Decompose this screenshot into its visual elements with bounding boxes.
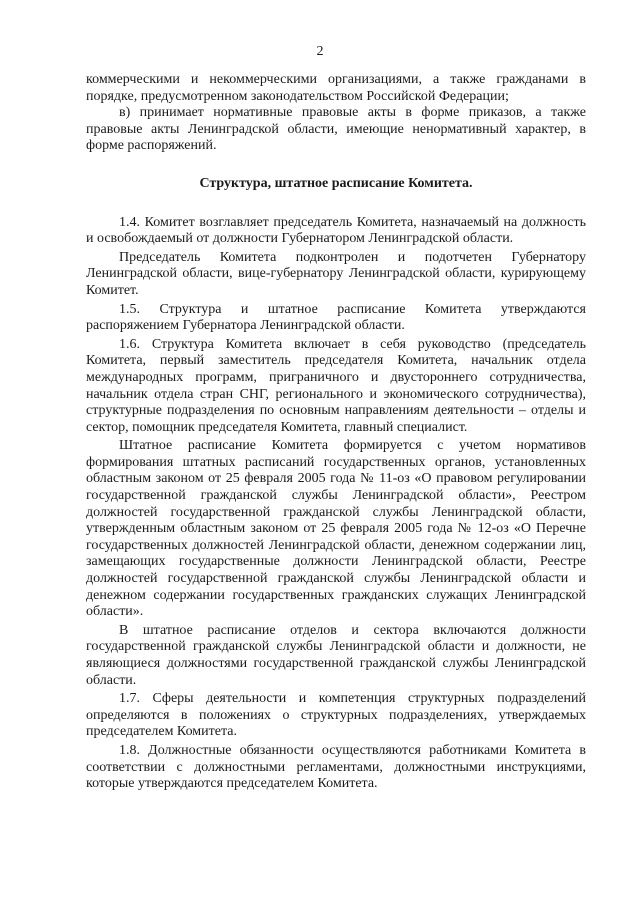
paragraph-1-7: 1.7. Сферы деятельности и компетенция структурных подразделений определяются в положениях о структурных подразделениях, утверждаемых председателем Комитета.	[86, 691, 586, 740]
document-body	[86, 72, 586, 793]
section-heading: Структура, штатное расписание Комитета.	[199, 175, 473, 191]
paragraph-1-6: 1.6. Структура Комитета включает в себя руководство (председатель Комитета, первый заместитель председателя Комитета, начальник отдела международных программ, приграничного и двустороннего сотрудничества, начальник отдела стран СНГ, регионального и экономического сотрудничества), структурные подразделения по основным направлениям деятельности – отделы и сектор, помощник председателя Комитета, главный специалист.	[86, 336, 586, 435]
paragraph-chairman: Председатель Комитета подконтролен и подотчетен Губернатору Ленинградской области, вице-губернатору Ленинградской области, курирующему Комитет.	[86, 249, 586, 298]
paragraph-1-4: 1.4. Комитет возглавляет председатель Комитета, назначаемый на должность и освобождаемый от должности Губернатором Ленинградской области.	[86, 214, 586, 247]
paragraph-continuation: коммерческими и некоммерческими организациями, а также гражданами в порядке, предусмотренном законодательством Российской Федерации;	[86, 72, 586, 104]
paragraph-1-5: 1.5. Структура и штатное расписание Комитета утверждаются распоряжением Губернатора Ленинградской области.	[86, 301, 586, 334]
page-number: 2	[316, 44, 324, 59]
paragraph-item-v: в) принимает нормативные правовые акты в форме приказов, а также правовые акты Ленинградской области, имеющие ненормативный характер, в форме распоряжений.	[86, 105, 586, 154]
paragraph-1-8: 1.8. Должностные обязанности осуществляются работниками Комитета в соответствии с должностными регламентами, должностными инструкциями, которые утверждаются председателем Комитета.	[86, 742, 586, 792]
paragraph-staff-schedule: Штатное расписание Комитета формируется с учетом нормативов формирования штатных расписаний государственных органов, установленных областным законом от 25 февраля 2005 года № 11-оз «О правовом регулировании государственной гражданской службы Ленинградской области», Реестром должностей государственной гражданской службы Ленинградской области, утвержденным областным законом от 25 февраля 2005 года № 12-оз «О Перечне государственных должностей Ленинградской области, денежном содержании лиц, замещающих государственные должности Ленинградской области, Реестре должностей государственной гражданской службы Ленинградской области и денежном содержании государственных гражданских служащих Ленинградской области».	[86, 438, 586, 620]
paragraph-positions: В штатное расписание отделов и сектора включаются должности государственной гражданской службы Ленинградской области и должности, не являющиеся должностями государственной гражданской службы Ленинградской области.	[86, 622, 586, 688]
